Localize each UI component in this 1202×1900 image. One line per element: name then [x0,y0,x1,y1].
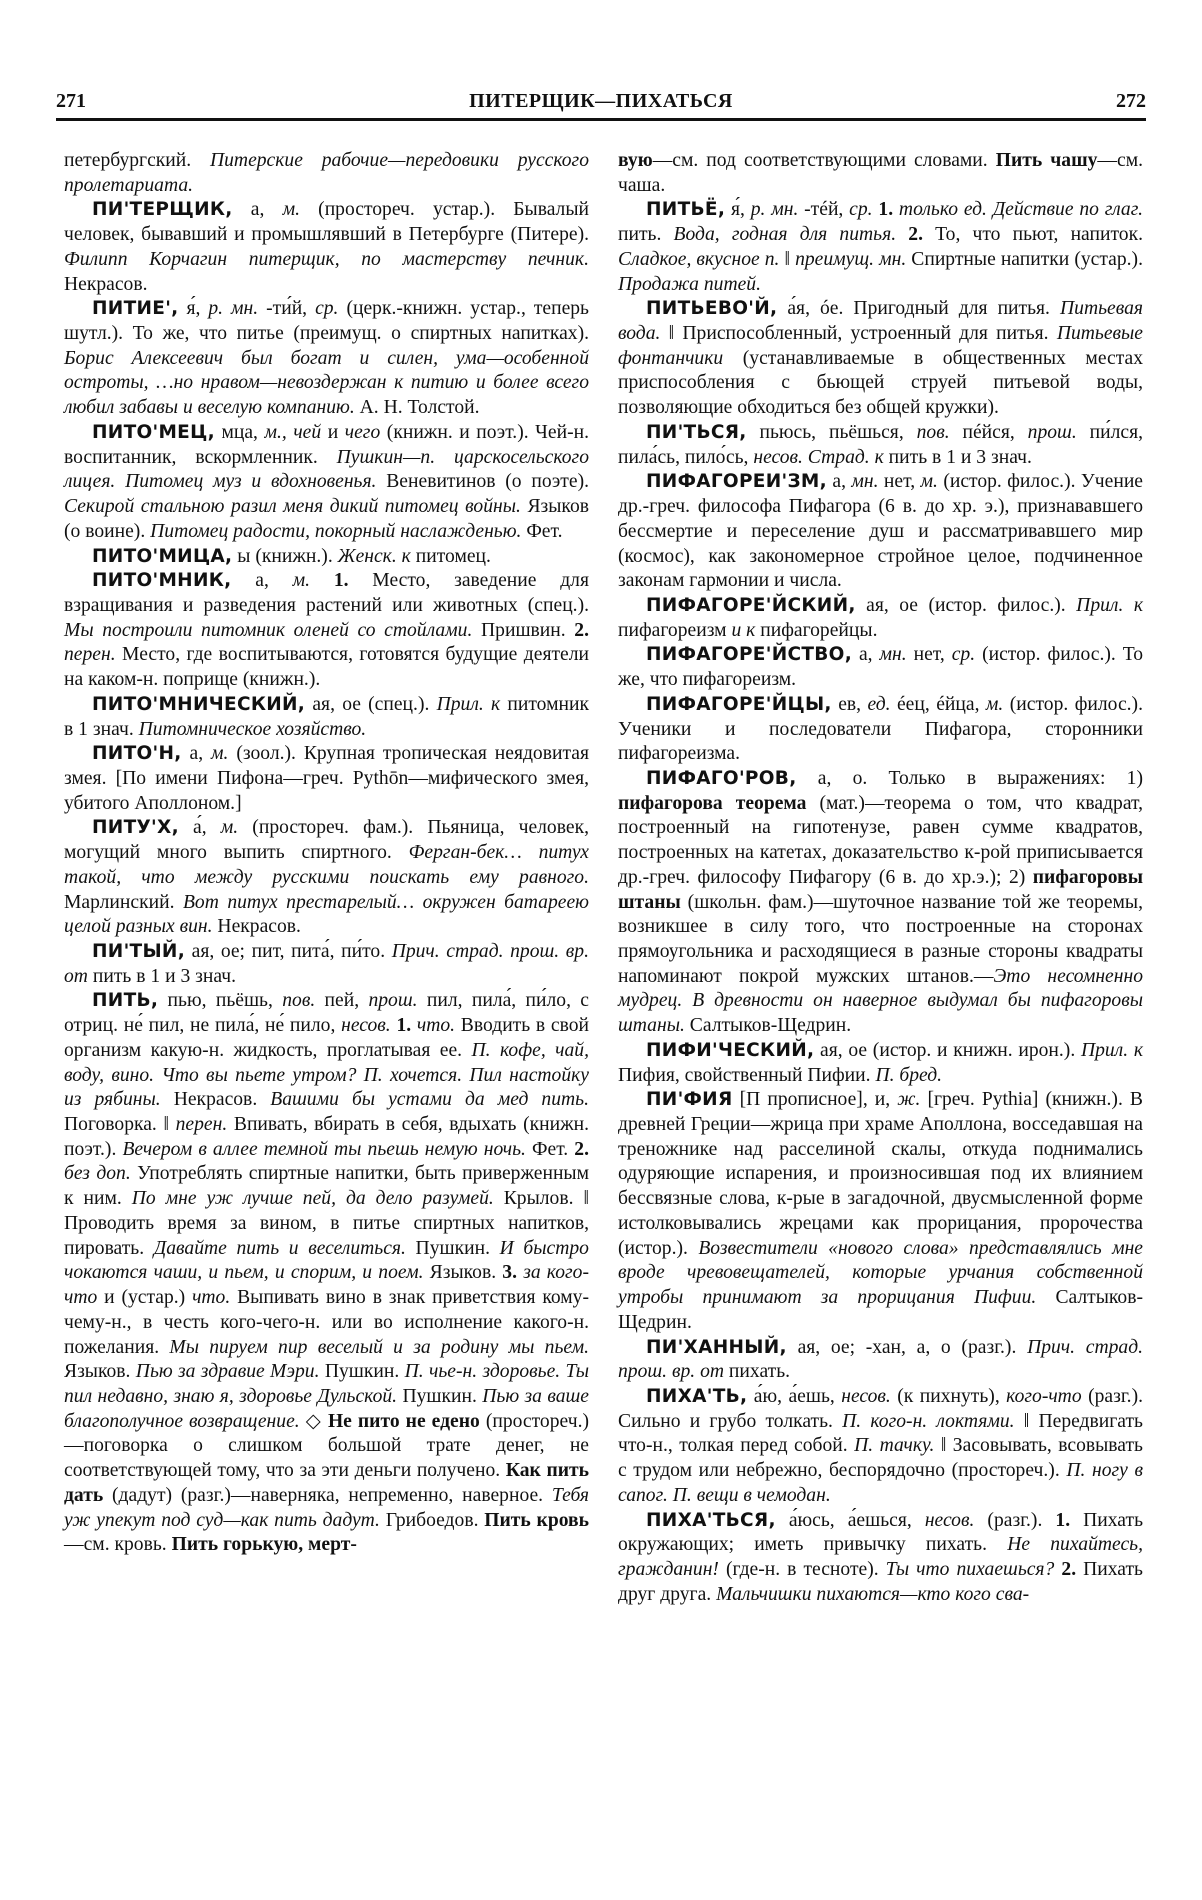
entry-text: (истор. филос.). Ученики и последователи Пифагора, сторонники пифагореизма. [618,693,1143,765]
entry-text: ая, ое (истор. и книжн. ирон.). [814,1039,1081,1061]
italic-text: Питьевая вода. [618,298,1143,345]
entry-text: (зоол.). Крупная тропическая неядовитая змея. [По имени Пифона—греч. Pythōn—мифического змея, убитого Аполлоном.] [64,743,589,814]
italic-text: Питомническое хозяйство. [138,718,367,740]
italic-text: Питерские рабочие—передовики русского пролетариата. [64,150,589,196]
italic-text: мн. [879,644,907,666]
italic-text: ед. [867,693,891,715]
dictionary-entry [64,198,589,297]
italic-text: Прил. к [436,693,501,715]
italic-text: только ед. Действие по глаг. [898,199,1143,221]
entry-text: -ти́й, [258,298,316,320]
italic-text: прош. [368,990,418,1012]
entry-text: я́, [725,199,751,221]
entry-text: (школьн. фам.)—шуточное название той же теоремы, возникшее в силу того, что построенные на сторонах прямоугольника и расходящиеся в разные стороны квадраты напоминают покрой мужских штанов.— [618,891,1143,987]
entry-text: [П прописное], и, [732,1089,898,1111]
italic-text: Вечером в аллее темной ты пьешь немую ночь. [122,1138,526,1160]
entry-text: ‖ Передвигать что-н., толкая перед собой. [618,1410,1143,1457]
italic-text: без доп. [64,1163,131,1185]
italic-text: Это несомненно мудрец. В древности он наверное выдумал бы пифагоровы штаны. [618,965,1143,1037]
entry-text: (простореч.)—поговорка о слишком большой трате денег, не соответствующей тому, что за эти деньги получено. [64,1410,590,1482]
italic-text: что. [416,1015,456,1037]
entry-text: а, [181,743,212,765]
headword: ПИХА'ТЬСЯ, [646,1509,776,1531]
entry-text: Пушкин. [397,1385,483,1407]
headword: ПИТУ'Х, [92,817,179,839]
dictionary-entry [64,693,589,742]
entry-text: ая, ое (истор. филос.). [855,594,1077,616]
headword: ПИ'ФИЯ [646,1089,733,1111]
entry-text: (разг.). Сильно и грубо толкать. [618,1385,1143,1432]
italic-text: Сладкое, вкусное п. [618,248,780,270]
entry-text: Марлинский. [64,891,183,913]
dictionary-entry [618,297,1143,421]
italic-text: м., чей [264,421,322,443]
entry-text: Пришвин. [472,619,575,641]
dictionary-entry [618,198,1143,297]
headword: ПИ'ХАННЫЙ, [646,1336,787,1358]
italic-text: Мы построили питомник оленей со стойлами. [64,619,473,641]
italic-text: чего [344,421,381,443]
entry-text: а́ю, а́ешь, [747,1385,842,1407]
italic-text: Женск. [337,545,397,567]
entry-text: а́юсь, а́ешься, [775,1509,925,1531]
italic-text: что. [192,1287,231,1309]
entry-text: Употреблять спиртные напитки, быть приверженным к ним. [64,1163,589,1210]
entry-text: пью, пьёшь, [158,990,283,1012]
headword: ПИФАГО'РОВ, [646,767,797,789]
entry-text: (простореч. устар.). Бывалый человек, бывавший и промышлявший в Петербурге (Питере). [64,199,589,246]
italic-text: несов. Страд. к [753,446,884,468]
headword: ПИ'ТЕРЩИК, [92,199,233,221]
italic-text: Питомец радости, покорный наслажденью. [150,520,522,542]
entry-text: а́, [178,817,221,839]
entry-text: (простореч. фам.). Пьяница, человек, могущий много выпить спиртного. [64,817,589,864]
entry-text: ев, [831,693,868,715]
italic-text: Секирой стальною разил меня дикий питомец войны. [64,496,521,518]
entry-text: (дадут) (разг.)—наверняка, непременно, наверное. [103,1484,552,1506]
headword: ПИТЬ, [92,990,159,1012]
italic-text: Ферган-бек… питух такой, что между русскими поискать ему равного. [64,842,589,888]
entry-text: (книжн. и поэт.). Чей-н. воспитанник, вскормленник. [64,421,589,468]
dictionary-entry [64,421,589,545]
entry-text: ‖ [779,248,796,270]
entry-text: пи́лся, пила́сь, пило́сь, [618,421,1143,468]
entry-text: пифагорейцы. [755,619,878,641]
entry-text: Языков (о воине). [64,496,589,542]
entry-text: питомник в 1 знач. [64,693,589,740]
entry-text: (устанавливаемые в общественных местах приспособления с бьющей струей питьевой воды, позволяющие обходиться без общей кружки). [618,347,1143,419]
headword: ПИТО'МНИЧЕСКИЙ, [92,693,306,715]
italic-text: мн. [851,471,879,493]
italic-text: Пью за здравие Мэри. [135,1361,320,1383]
headword: ПИФАГОРЕ'ЙСКИЙ, [646,594,856,616]
headword: ПИТЬЁ, [646,199,726,221]
dictionary-entry [618,767,1143,1039]
entry-text: А. Н. Толстой. [354,397,480,419]
entry-text: Фет. [525,1138,575,1160]
entry-text: Впивать, вбирать в себя, вдыхать (книжн. поэт.). [64,1114,590,1160]
entry-text: —см. кровь. [64,1534,172,1556]
entry-text: Место, где воспитываются, готовятся будущие деятели на каком-н. поприще (книжн.). [64,644,589,691]
italic-text: По мне уж лучше пей, да дело разумей. [131,1188,494,1210]
entry-text: ◇ [299,1410,328,1432]
entry-text: То, что пьют, напиток. [922,224,1143,246]
bold-phrase: 2. [1061,1558,1077,1580]
italic-text: ср. [849,199,873,221]
entry-text: —см. чаша. [618,150,1144,196]
italic-text: за кого-что [64,1262,589,1309]
entry-text: (истор. филос.). То же, что пифагореизм. [618,644,1143,691]
bold-phrase: пифагоровы штаны [618,866,1143,913]
entry-text: (мат.)—теорема о том, что квадрат, построенный на гипотенузе, равен сумме квадратов, построенных на катетах, доказательство к-рой приписывается др.-греч. философу Пифагору (6 в. до хр.э.); 2) [618,792,1143,888]
entry-text: (разг.). [974,1509,1056,1531]
italic-text: р. мн. [208,298,259,320]
headword: ПИФАГОРЕ'ЙСТВО, [646,644,853,666]
italic-text: Пушкин—п. царскосельского лицея. Питомец муз и вдохновенья. [64,446,589,493]
italic-text: м. [292,570,311,592]
bold-phrase: вую [618,150,653,171]
italic-text: Прил. к [1076,594,1143,616]
italic-text: И быстро чокаются чаши, и пьем, и спорим, и поем. [64,1237,589,1284]
italic-text: Ты что пихаешься? [885,1558,1055,1580]
entry-text: а, [231,570,293,592]
entry-text: пить. [618,224,674,246]
dictionary-entry [618,1336,1143,1385]
headword: ПИТО'МИЦА, [92,545,233,567]
entry-text: Языков. [64,1361,136,1383]
entry-text: Фет. [521,520,563,542]
italic-text: ср. [951,644,976,666]
italic-text: П. тачку. [854,1435,935,1457]
italic-text: Тебя уж упекут под суд—как пить дадут. [64,1484,589,1531]
headword: ПИТО'МНИК, [92,570,232,592]
italic-text: несов. [841,1385,891,1407]
italic-text: Питьевые фонтанчики [618,323,1143,369]
italic-text: перен. [175,1114,228,1136]
entry-text: Место, заведение для взращивания и разведения растений или животных (спец.). [64,570,589,616]
dictionary-entry [64,297,589,421]
entry-text: Пушкин. [405,1237,500,1259]
entry-text: пихать. [724,1361,791,1383]
dictionary-entry [64,569,589,693]
italic-text: к [401,545,411,567]
dictionary-entry [618,693,1143,767]
italic-text: Вот питух престарелый… окружен батареею целой разных вин. [64,891,589,938]
italic-text: прош. [1027,421,1077,443]
entry-text: Некрасов. [212,916,301,938]
entry-text: пьюсь, пьёшься, [746,421,917,443]
dictionary-entry [618,1088,1143,1335]
entry-text: Вводить в свой организм какую-н. жидкость, проглатывая ее. [64,1015,589,1061]
right-column [618,149,1143,1607]
dictionary-entry [618,594,1143,643]
entry-text: пей, [315,990,369,1012]
dictionary-entry [618,1039,1143,1088]
entry-text: Пихать друг друга. [618,1558,1143,1605]
entry-text: а́я, óе. Пригодный для питья. [777,298,1060,320]
entry-text: ая, ое; пит, пита́, пи́то. [185,941,392,962]
entry-text: Языков. [423,1262,503,1284]
headword: ПИТО'Н, [92,743,182,765]
bold-phrase: 1. [878,199,894,221]
headword: ПИФАГОРЕ'ЙЦЫ, [646,693,832,715]
dictionary-entry [64,545,589,570]
bold-phrase: Не пито не едено [327,1410,480,1432]
headword: ПИ'ТЫЙ, [92,941,186,962]
entry-text: Грибоедов. [379,1509,485,1531]
italic-text: Продажа питей. [618,273,761,295]
entry-text [310,570,334,591]
italic-text: несов. [924,1509,975,1531]
entry-text: мца, [214,421,265,443]
italic-text: и к [731,619,756,641]
entry-text: пéйся, [949,421,1028,443]
italic-text: м. [985,693,1004,715]
entry-text: Пифия, свойственный Пифии. [618,1064,876,1086]
entry-text: Пихать окружающих; иметь привычку пихать. [618,1509,1144,1556]
entry-continuation [64,149,589,198]
italic-text: Прил. к [1080,1039,1143,1061]
entry-text: питомец. [410,545,491,567]
entry-text: Спиртные напитки (устар.). [906,248,1143,270]
entry-text: ая, ое; -хан, а, о (разг.). [786,1336,1028,1358]
entry-text: Крылов. ‖ Проводить время за вином, в питье спиртных напитков, пировать. [64,1188,589,1259]
dictionary-entry [64,742,589,816]
entry-text: и (устар.) [97,1287,193,1309]
bold-phrase: 2. [574,1138,589,1160]
entry-text: петербургский. [64,150,210,171]
italic-text: Пью за ваше благополучное возвращение. [64,1385,589,1432]
italic-text: м. [220,817,239,839]
entry-text: а, [826,471,852,493]
italic-text: П. кого-н. локтями. [842,1410,1015,1432]
bold-phrase: 2. [574,619,589,641]
italic-text: Не пихайтесь, гражданин! [618,1534,1143,1580]
running-header [56,90,1146,114]
bold-phrase: Пить чашу [995,150,1098,171]
headword: ПИХА'ТЬ, [646,1385,748,1407]
italic-text: Мальчишки пихаются—кто кого сва- [716,1583,1030,1605]
bold-phrase: 1. [1055,1509,1071,1531]
entry-text: ая, ое (спец.). [305,693,437,715]
italic-text: П. чье-н. здоровье. Ты пил недавно, знаю я, здоровье Дульской. [64,1361,589,1407]
page-number-right: 272 [1116,90,1146,112]
italic-text: П. бред. [875,1064,943,1086]
italic-text: м. [282,199,300,221]
bold-phrase: 3. [502,1262,517,1284]
entry-text: нет, [906,644,952,666]
entry-text: пифагореизм [618,619,732,641]
entry-text: [греч. Pythia] (книжн.). В древней Греции—жрица при храме Аполлона, восседавшая на треножнике над расселиной скалы, откуда поднимались одуряющие испарения, и произносившая под их влиянием бессвязные слова, к-рые в загадочной, двусмысленной форме истолковывались жрецами как прорицания, пророчества (истор.). [618,1089,1143,1259]
entry-text: Веневитинов (о поэте). [376,471,589,493]
italic-text: пов. [916,421,950,443]
headword: ПИФИ'ЧЕСКИЙ, [646,1039,815,1061]
dictionary-entry [618,421,1143,470]
bold-phrase: 1. [333,570,349,592]
entry-text: -тéй, [798,199,850,221]
page-number-left: 271 [56,90,86,112]
entry-text: ы (книжн.). [232,545,338,567]
headword: ПИТЬЕВО'Й, [646,298,778,320]
italic-text: Давайте пить и веселиться. [153,1237,406,1259]
italic-text: Прич. страд. прош. вр. от [64,941,589,987]
entry-text: ‖ Засовывать, всовывать с трудом или небрежно, беспорядочно (простореч.). [618,1435,1143,1482]
entry-text: Поговорка. ‖ [64,1114,176,1136]
italic-text: П. кофе, чай, воду, вино. Что вы пьете утром? П. хочется. Пил настойку из рябины. [64,1039,589,1111]
dictionary-entry [64,940,589,989]
entry-text: Некрасов. [160,1089,271,1111]
italic-text: ж. [897,1089,921,1111]
italic-text: р. мн. [750,199,799,221]
entry-text: ‖ Приспособленный, устроенный для питья. [660,323,1057,345]
entry-text: а, о. Только в выражениях: 1) [796,767,1143,789]
italic-text: м. [920,471,938,493]
dictionary-entry [618,1509,1143,1608]
entry-text: éец, éйца, [890,693,986,715]
italic-text: несов. [341,1015,391,1037]
entry-text: Салтыков-Щедрин. [684,1015,852,1037]
bold-phrase: Как пить дать [64,1460,590,1506]
dictionary-entry [64,816,589,940]
bold-phrase: пифагорова теорема [618,792,807,814]
italic-text: П. ногу в сапог. П. вещи в чемодан. [618,1460,1144,1506]
italic-text: Борис Алексеевич был богат и силен, ума—особенной остроты, …но нравом—невоздержан к питию и более всего любил забавы и веселую компанию. [64,347,589,419]
entry-text: пить в 1 и 3 знач. [883,446,1032,468]
italic-text: перен. [64,644,116,666]
headword: ПИТО'МЕЦ, [92,421,215,443]
italic-text: Прич. страд. прош. вр. от [618,1336,1144,1383]
italic-text: Филипп Корчагин питерщик, по мастерству печник. [64,248,589,270]
entry-text: а, [232,199,283,221]
running-title: ПИТЕРЩИК—ПИХАТЬСЯ [469,90,733,112]
entry-text: а, [852,644,880,666]
italic-text: ср. [315,298,339,320]
entry-text: я́, [178,298,209,320]
entry-text: и [321,421,345,443]
entry-text: —см. под соответствующими словами. [652,150,996,171]
entry-continuation [618,149,1143,198]
entry-text: Выпивать вино в знак приветствия кому-чему-н., в честь кого-чего-н. или во исполнение какого-н. пожелания. [64,1287,590,1358]
italic-text: м. [211,743,229,765]
italic-text: пов. [282,990,316,1012]
bold-phrase: 1. [396,1015,412,1037]
entry-text: пить в 1 и 3 знач. [87,965,237,987]
dictionary-entry [618,643,1143,692]
left-column [64,149,589,1558]
entry-text [896,224,908,245]
header-rule [56,118,1146,121]
italic-text: Вода, годная для питья. [673,224,897,246]
entry-text: Салтыков-Щедрин. [618,1287,1143,1333]
dictionary-entry [618,1385,1143,1509]
headword: ПИТИЕ', [92,298,179,320]
bold-phrase: Пить горькую, мерт- [171,1534,357,1556]
dictionary-entry [618,470,1143,594]
italic-text: Мы пируем пир веселый и за родину мы пьем. [169,1336,589,1358]
entry-text: Некрасов. [64,273,148,295]
bold-phrase: Пить кровь [484,1509,589,1531]
entry-text: нет, [878,471,921,493]
dictionary-entry [64,989,589,1558]
entry-text: Пушкин. [319,1361,405,1383]
italic-text: преимущ. мн. [795,248,907,270]
entry-text: (к пихнуть), [890,1385,1007,1407]
italic-text: Вашими бы устами да мед пить. [270,1089,589,1111]
italic-text: Возвестители «нового слова» представлялись мне вроде чревовещателей, которые урчания собственной утробы принимают за прорицания Пифии. [618,1237,1144,1309]
entry-text: (где-н. в тесноте). [718,1558,886,1580]
headword: ПИ'ТЬСЯ, [646,421,747,443]
entry-text: (истор. филос.). Учение др.-греч. философа Пифагора (6 в. до хр. э.), признававшего бессмертие и переселение душ и рассматривавшего мир (космос), как закономерное стройное целое, подчиненное законам гармонии и числа. [618,471,1144,592]
bold-phrase: 2. [908,224,923,246]
italic-text: кого-что [1006,1385,1082,1407]
entry-text: пил, пила́, пи́ло, с отриц. не́ пил, не пила́, не́ пило, [64,990,589,1037]
entry-text: (церк.-книжн. устар., теперь шутл.). То же, что питье (преимущ. о спиртных напитках). [64,298,589,345]
headword: ПИФАГОРЕИ'ЗМ, [646,471,827,493]
